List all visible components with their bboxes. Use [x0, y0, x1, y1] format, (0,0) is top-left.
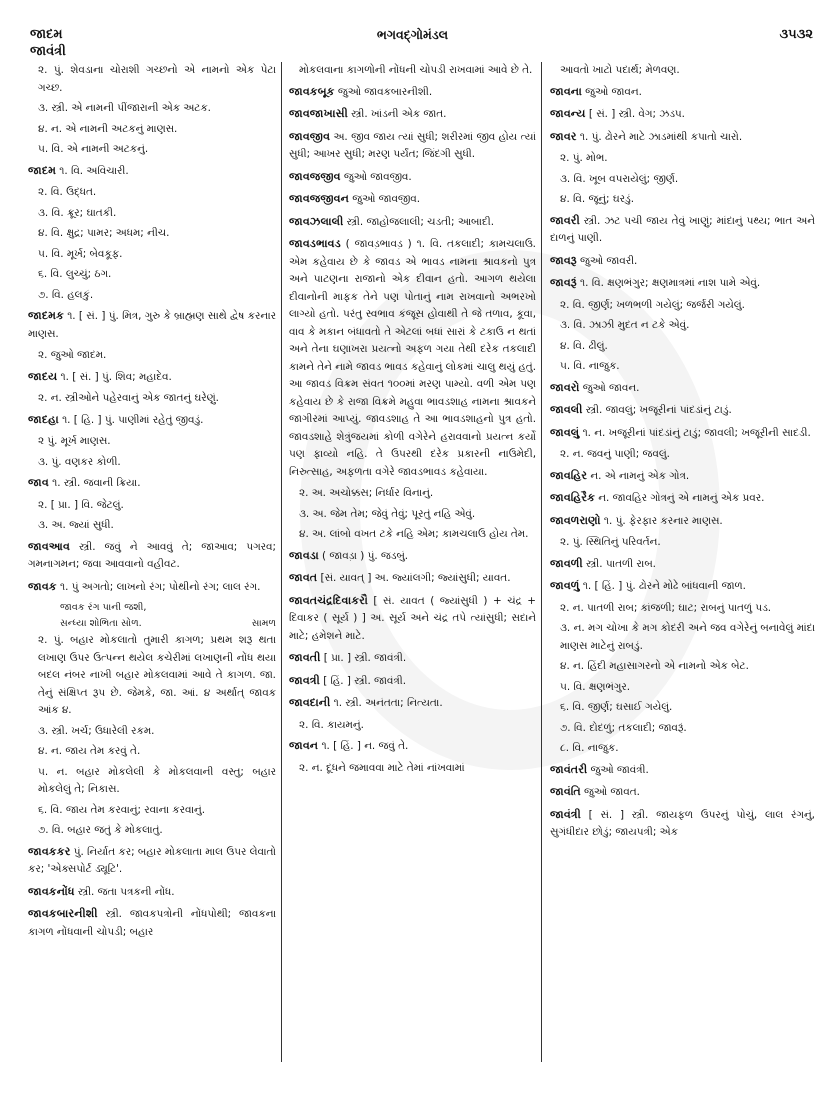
definition-text: ૬. વિ. જીર્ણ; ઘસાઈ ગયેલું.	[560, 701, 673, 713]
dictionary-entry	[28, 883, 276, 902]
definition-text: ૪. વિ. ક્ષુદ્ર; પામર; અધમ; નીચ.	[38, 227, 170, 239]
dictionary-entry	[289, 190, 536, 209]
entry-sense	[289, 62, 536, 80]
headword: જાવરૂં	[550, 276, 577, 289]
definition-text: ૪. વિ. જૂનું; ઘરડું.	[560, 193, 635, 205]
dictionary-entry	[289, 592, 536, 646]
dictionary-entry	[28, 843, 276, 879]
definition-text: ૫. ન. બહાર મોકલેલી કે મોકલવાની વસ્તુ; બહાર મોકલેલું તે; નિકાસ.	[38, 765, 276, 795]
entry-sense	[289, 717, 536, 735]
definition-text: ૨. ન. પાતળી રાબ; કાંજળી; ઘાટ; રાબનું પાતળું પડ.	[560, 601, 772, 614]
headword: જાવલી	[550, 403, 583, 416]
column-3	[550, 62, 815, 846]
definition-text: ૧. [ હિં. ] પું. ઢોરને મોઢે બાંધવાની જાળ.	[579, 580, 746, 592]
definition-text: સ્ત્રી. જાવકપત્રોની નોંધપોથી; જાવકના કાગળ નોંધવાની ચોપડી; બહાર	[28, 908, 276, 938]
definition-text: ૩. ન. મગ ચોખા કે મગ કોદરી અને જવ વગેરેનું બનાવેલું માંદા માણસ માટેનું રાબડું.	[560, 622, 815, 652]
dictionary-entry	[550, 401, 815, 420]
definition-text: ૨. ન. સ્ત્રીઓને પહેરવાનું એક જાતનું ઘરેણું.	[38, 392, 219, 404]
entry-sense	[550, 338, 815, 356]
definition-text: ૭. વિ. હલકું.	[38, 288, 94, 301]
definition-text: જુઓ જાવન.	[579, 381, 640, 394]
dictionary-entry	[550, 783, 815, 802]
page-header	[0, 0, 825, 59]
dictionary-entry	[289, 694, 536, 713]
headword: જાવજીવ	[289, 129, 331, 143]
definition-text: ૨. જુઓ જાદમ.	[38, 349, 107, 361]
dictionary-entry	[289, 168, 536, 187]
definition-text: સ્ત્રી. ઝટ પચી જાય તેવું ખાણું; માંદાનું પથ્ય; ભાત અને દાળનું પાણી.	[550, 214, 815, 244]
dictionary-entry	[550, 577, 815, 596]
definition-text: આવતો ખાટો પદાર્થ; મેળવણ.	[560, 64, 680, 76]
headword: જાવકબારનીશી	[28, 907, 98, 920]
headword: જાવતચંદ્રદિવાકરૌ	[289, 593, 368, 607]
dictionary-entry	[550, 105, 815, 124]
dictionary-entry	[289, 128, 536, 164]
definition-text: ૪. ન. હિંદી મહાસાગરનો એ નામનો એક બેટ.	[560, 660, 749, 672]
dictionary-entry	[550, 252, 815, 271]
dictionary-entry	[289, 83, 536, 102]
headword: જાવંતિ	[550, 785, 581, 798]
dictionary-entry	[550, 212, 815, 248]
headword: જાવહિર	[550, 468, 588, 482]
headword: જાવક	[28, 579, 57, 593]
dictionary-entry	[550, 467, 815, 486]
dictionary-entry	[550, 761, 815, 780]
headword: જાદમ	[28, 163, 56, 177]
headword: જાવઝલાલી	[289, 214, 344, 228]
dictionary-entry	[28, 578, 276, 597]
definition-text: ૩. સ્ત્રી. એ નામની પીંજારાની એક અટક.	[38, 102, 211, 114]
entry-sense	[550, 317, 815, 335]
dictionary-entry	[28, 538, 276, 574]
definition-text: ૩. અ. જ્યાં સુધી.	[38, 519, 114, 531]
dictionary-entry	[289, 105, 536, 124]
definition-text: ૧. વિ. અવિચારી.	[55, 164, 129, 177]
column-1	[28, 62, 276, 945]
dictionary-entry	[550, 489, 815, 508]
definition-text: ૩. અ. જેમ તેમ; જેવું તેવું; પૂરતું નહિ એવું.	[299, 507, 476, 520]
definition-text: ૫. વિ. નાજુક.	[560, 360, 620, 372]
entry-sense	[28, 141, 276, 159]
headword: જાવત્રી	[289, 673, 320, 687]
definition-text: ૪. ન. એ નામની અટકનું માણસ.	[38, 122, 178, 135]
book-title: ભગવદ્ગોમંડલ	[376, 27, 449, 42]
definition-text: ૨ પું. મૂર્ખ માણસ.	[38, 435, 111, 447]
definition-text: ૪. અ. લાંબો વખત ટકે નહિ એમ; કામચલાઉ હોય તેમ.	[299, 528, 529, 540]
dictionary-entry	[289, 213, 536, 232]
headword: જાવર	[550, 129, 577, 143]
definition-text: ૧. પું. ફેરફાર કરનાર માણસ.	[600, 514, 723, 527]
headword: જાવન	[289, 739, 319, 752]
entry-sense	[28, 62, 276, 97]
definition-text: ૧. વિ. ક્ષણભંગુર; ક્ષણમાત્રમાં નાશ પામે એવું.	[576, 277, 761, 289]
dictionary-entry	[28, 307, 276, 343]
headword: જાવળી	[550, 556, 583, 570]
definition-text: જુઓ જાવરી.	[576, 254, 638, 267]
entry-sense	[550, 150, 815, 168]
definition-text: ન. એ નામનું એક ગોત્ર.	[587, 469, 690, 482]
definition-text: ૩. સ્ત્રી. ખર્ચ; ઉધારેલી રકમ.	[38, 724, 155, 737]
entry-sense	[550, 658, 815, 676]
definition-text: ( જાવડ઼ા ) પું. જડબું.	[318, 549, 409, 562]
definition-text: [સં. યાવત્ ] અ. જ્યાંલગી; જ્યાંસુધી; યાવત.	[317, 572, 511, 584]
definition-text: [ હિં. ] સ્ત્રી. જાવંત્રી.	[319, 674, 407, 687]
definition-text: ૨. ન. જવનું પાણી; જવલું.	[560, 448, 670, 460]
definition-text: ૨. અ. અચોક્કસ; નિર્ધાર વિનાનું.	[299, 487, 434, 499]
dictionary-entry	[550, 379, 815, 398]
definition-text: ૧. સ્ત્રી. જવાની ક્રિયા.	[48, 477, 141, 489]
definition-text: [ સં. યાવત ( જ્યાંસુધી ) + ચંદ્ર + દિવાકર ( સૂર્ય ) ] અ. સૂર્ય અને ચંદ્ર તપે ત્યાંસુધી; સદાને માટે; હમેશને માટે.	[289, 594, 536, 642]
entry-sense	[28, 390, 276, 408]
definition-text: ૫. વિ. ક્ષણભંગુર.	[560, 680, 631, 693]
definition-text: સ્ત્રી. જાવલું; ખજૂરીનાં પાંદડાંનું ટાડું.	[582, 404, 732, 416]
entry-sense	[550, 720, 815, 738]
definition-text: ૭. વિ. બહાર જતું કે મોકલાતું.	[38, 824, 163, 836]
definition-text: ૨. પું. સ્થિતિનું પરિવર્તન.	[560, 536, 661, 548]
entry-sense	[28, 225, 276, 243]
definition-text: જુઓ જાવંત્રી.	[587, 763, 649, 776]
entry-sense	[28, 802, 276, 820]
definition-text: ૧. સ્ત્રી. અનંતતા; નિત્યતા.	[330, 697, 443, 709]
definition-text: સ્ત્રી. જતા પત્રકની નોંધ.	[74, 885, 175, 898]
headword: જાવહિરૈક	[550, 491, 595, 504]
definition-text: સ્ત્રી. ખાંડની એક જાત.	[347, 108, 447, 120]
dictionary-entry	[28, 905, 276, 941]
page-number: ૩૫૩૨	[779, 27, 813, 42]
definition-text: જુઓ જાવજીવ.	[348, 193, 421, 205]
dictionary-entry	[550, 424, 815, 443]
dictionary-entry	[550, 83, 815, 102]
definition-text: ૪. વિ. ઢીલું.	[560, 339, 608, 352]
definition-text: જુઓ જાવત.	[580, 786, 640, 798]
entry-sense	[28, 246, 276, 264]
headword: જાવત	[289, 571, 318, 584]
definition-text: ૨. [ પ્રા. ] વિ. જેટલું.	[38, 498, 124, 511]
definition-text: પું. નિર્યાત કર; બહાર મોકલાતા માલ ઉપર લેવાતો કર; 'એક્સપોર્ટ ડ્યૂટિ'.	[28, 845, 276, 875]
entry-sense	[28, 433, 276, 451]
entry-sense	[28, 764, 276, 799]
entry-sense	[28, 822, 276, 840]
headword: જાવડા	[289, 548, 319, 562]
definition-text: ૨. વિ. જીર્ણ; ખળભળી ગયેલું; જર્જરી ગયેલું.	[560, 298, 745, 311]
headword: જાદહા	[28, 412, 59, 426]
dictionary-entry	[289, 569, 536, 588]
dictionary-entry	[550, 128, 815, 147]
headword: જાવલું	[550, 425, 580, 439]
definition-text: ૨. પું. મોભ.	[560, 152, 608, 164]
entry-sense	[550, 620, 815, 655]
definition-text: [ સં. ] સ્ત્રી. વેગ; ઝડપ.	[585, 108, 685, 120]
entry-sense	[550, 699, 815, 717]
definition-text: ૭. વિ. દોદળું; તકલાદી; જાવરૂં.	[560, 721, 687, 734]
entry-sense	[28, 347, 276, 365]
dictionary-entry	[550, 512, 815, 531]
definition-text: ૫. વિ. મૂર્ખ; બેવકૂફ.	[38, 247, 123, 260]
headword: જાવંત્રી	[550, 807, 581, 821]
headword: જાવજજીવ	[289, 169, 341, 183]
entry-sense	[28, 266, 276, 284]
dictionary-entry	[550, 555, 815, 574]
dictionary-entry	[289, 672, 536, 691]
headword: જાવતી	[289, 651, 321, 664]
definition-text: મોકલવાના કાગળોની નોંધની ચોપડી રાખવામાં આવે છે તે.	[299, 64, 533, 76]
headword: જાદમક	[28, 309, 64, 322]
entry-sense	[28, 743, 276, 761]
definition-text: ૧. પું અગતો; લાખનો રંગ; પોથીનો રંગ; લાલ રંગ.	[56, 580, 261, 593]
headword: જાવ	[28, 476, 49, 489]
dictionary-entry	[289, 235, 536, 481]
definition-text: સ્ત્રી. જાહોજલાલી; ચડતી; આબાદી.	[343, 215, 495, 228]
headword: જાવજજીવન	[289, 192, 349, 205]
entry-sense	[550, 297, 815, 315]
headword: જાવંતરી	[550, 762, 588, 776]
definition-text: ૩. વિ. ક્રૂર; ઘાતકી.	[38, 206, 117, 219]
definition-text: ૨. વિ. ઉદ્ધત.	[38, 186, 97, 198]
headword: જાવળરાણો	[550, 513, 601, 527]
headword: જાવઆવ	[28, 539, 70, 553]
entry-sense	[28, 497, 276, 515]
entry-sense	[550, 446, 815, 464]
entry-sense	[28, 723, 276, 741]
entry-sense	[550, 679, 815, 697]
headword: જાવજાખાસી	[289, 107, 348, 120]
entry-sense	[550, 62, 815, 80]
verse-line: સન્ધ્યા શોભિતા સોળ.	[60, 618, 142, 629]
entry-sense	[550, 358, 815, 376]
entry-sense	[28, 454, 276, 472]
guide-word-last: જાવંત્રી	[30, 44, 66, 59]
column-divider	[541, 62, 542, 1062]
definition-text: ૨. પું. બહાર મોકલાતો તુમારી કાગળ; પ્રથમ શરૂ થતા લખાણ ઉપર ઉત્પન્ન થયેલ કચેરીમાં લખાણની નોંધ થયા બદલ નંબર નાખી બહાર મોકલવામાં આવે તે કાગળ. જા. તેનું સંક્ષિપ્ત રૂપ છે. જેમકે, જા. આં. ૪ અર્થાત્ જાવક આંક ૪.	[38, 634, 276, 716]
dictionary-entry	[28, 162, 276, 181]
definition-text: ૬. વિ. જાય તેમ કરવાનું; રવાના કરવાનું.	[38, 803, 206, 816]
definition-text: સ્ત્રી. પાતળી રાબ.	[582, 557, 656, 570]
quoted-verse	[28, 600, 276, 632]
entry-sense	[550, 740, 815, 758]
headword: જાવકનોંધ	[28, 884, 75, 898]
dictionary-entry	[289, 547, 536, 566]
entry-sense	[550, 600, 815, 618]
headword: જાવના	[550, 84, 582, 98]
headword: જાવળું	[550, 579, 580, 592]
headword: જાવકકર	[28, 844, 71, 858]
dictionary-entry	[289, 649, 536, 668]
definition-text: ૩. વિ. ખૂબ વપરાયેલું; જીર્ણ.	[560, 172, 679, 185]
entry-sense	[28, 121, 276, 139]
definition-text: ૧. ન. ખજૂરીનાં પાંદડાંનું ટાડું; જાવલી; ખજૂરીની સાદડી.	[579, 426, 811, 439]
definition-text: જુઓ જાવન.	[581, 85, 642, 98]
definition-text: ૧. પું. ઢોરને માટે ઝાડમાંથી કપાતો ચારો.	[576, 130, 743, 143]
definition-text: ૧. [ હિ. ] પું. પાણીમાં રહેતું જીવડું.	[58, 413, 204, 426]
definition-text: ( જાવડ઼ભાવડ઼ ) ૧. વિ. તકલાદી; કામચલાઉ. એમ કહેવાય છે કે જાવડ એ ભાવડ નામના શ્રાવકનો પુત્ર અને પાટણના રાજાનો એક દીવાન હતો. આગળ થયેલા દીવાનોની માફક તેને પણ પોતાનું નામ રાખવાનો અભરખો લાગ્યો હતો. પરંતુ સ્વભાવ કંજૂસ હોવાથી તે જે તળાવ, કૂવા, વાવ કે મકાન બંધાવતો તે એટલાં બધાં સારાં કે ટકાઉ ન થતાં અને તેના ઘણાખરા પ્રયત્નો અફળ ગયા તેથી દરેક તકલાદી કામને તેને નામે જાવડ ભાવડ કહેવાનું લોકમાં ચાલુ થયું હતું. આ જાવડ વિક્રમ સંવત ૧૦૦માં મરણ પામ્યો. વળી એમ પણ કહેવાય છે કે રાજા વિક્રમે મહુવા ભાવડશાહ નામના શ્રાવકને જાગીરમાં આપ્યું. જાવડશાહ તે આ ભાવડશાહનો પુત્ર હતો. જાવડશાહે શેત્રુંજયમાં કોળી વગેરેને હરાવવાનો પ્રયત્ન કર્યો પણ ફાવ્યો નહિ. તે ઉપરથી દરેક પ્રકારની નાઉમેદી, નિરુત્સાહ, અફળતા વગેરે જાવડભાવડ કહેવાયા.	[289, 238, 536, 478]
dictionary-entry	[289, 737, 536, 756]
column-divider	[281, 62, 282, 1062]
definition-text: ૩. પું. વણકર કોળી.	[38, 455, 121, 468]
column-2	[289, 62, 536, 780]
entry-sense	[289, 485, 536, 503]
entry-sense	[550, 191, 815, 209]
headword: જાવરી	[550, 213, 580, 227]
definition-text: ન. જાવહિર ગોત્રનું એ નામનું એક પ્રવર.	[594, 492, 765, 504]
definition-text: ૧. [ હિં. ] ન. જવું તે.	[318, 740, 409, 752]
definition-text: ૪. ન. જાય તેમ કરવું તે.	[38, 745, 141, 757]
entry-sense	[550, 534, 815, 552]
definition-text: [ પ્રા. ] સ્ત્રી. જાવંત્રી.	[320, 652, 407, 664]
verse-line: જાવક રંગ પાની જશી,	[60, 602, 147, 613]
entry-sense	[289, 526, 536, 544]
dictionary-entry	[550, 274, 815, 293]
entry-sense	[28, 287, 276, 305]
definition-text: ૬. વિ. લુચ્ચું; ઠગ.	[38, 268, 112, 280]
headword: જાદય	[28, 369, 58, 383]
definition-text: ૩. વિ. ઝાઝી મુદત ન ટકે એવું.	[560, 319, 690, 331]
entry-sense	[28, 184, 276, 202]
entry-sense	[28, 632, 276, 720]
dictionary-entry	[28, 368, 276, 387]
headword: જાવરો	[550, 380, 580, 394]
definition-text: ૫. વિ. એ નામની અટકનું.	[38, 143, 149, 155]
definition-text: સ્ત્રી. જવું ને આવવું તે; જાઆવ; પગરવ; ગમનાગમન; જવા આવવાનો વહીવટ.	[28, 540, 276, 570]
entry-sense	[28, 517, 276, 535]
guide-word-first: જાદમ	[30, 27, 63, 42]
dictionary-entry	[28, 474, 276, 493]
definition-text: [ સં. ] સ્ત્રી. જાયફળ ઉપરનું પોચું, લાલ રંગનું, સુગંધીદાર છોડું; જાયપત્રી; એક	[550, 808, 815, 838]
dictionary-entry	[550, 806, 815, 842]
definition-text: ૧. [ સં. ] પું. શિવ; મહાદેવ.	[57, 370, 172, 383]
definition-text: ૮. વિ. નાજુક.	[560, 742, 619, 754]
definition-text: ૨. ન. દૂધને જમાવવા માટે તેમાં નાંખવામાં	[299, 761, 465, 774]
entry-sense	[289, 760, 536, 778]
entry-sense	[289, 506, 536, 524]
headword: જાવડભાવડ	[289, 237, 341, 250]
definition-text: ૨. પું. શેવડાના ચોરાશી ગચ્છનો એ નામનો એક પેટા ગચ્છ.	[38, 64, 276, 94]
definition-text: જુઓ જાવજીવ.	[340, 170, 412, 183]
verse-source: સામળ	[251, 618, 276, 629]
definition-text: જુઓ જાવકબારનીશી.	[334, 85, 433, 98]
entry-sense	[550, 171, 815, 189]
definition-text: અ. જીવ જાય ત્યાં સુધી; શરીરમાં જીવ હોય ત્યાં સુધી; આખર સુધી; મરણ પર્યંત; જિંદગી સુધી.	[289, 130, 536, 160]
dictionary-entry	[28, 411, 276, 430]
definition-text: ૧. [ સં. ] પું. મિત્ર, ગુરુ કે બ્રાહ્મણ સાથે દ્વેષ કરનાર માણસ.	[28, 310, 276, 340]
headword: જાવકબૂક	[289, 84, 335, 98]
definition-text: ૨. વિ. કાયમનું.	[299, 718, 364, 731]
headword: જાવરૂ	[550, 253, 577, 267]
entry-sense	[28, 100, 276, 118]
headword: જાવન્ય	[550, 107, 586, 120]
entry-sense	[28, 205, 276, 223]
headword: જાવદાની	[289, 696, 331, 709]
